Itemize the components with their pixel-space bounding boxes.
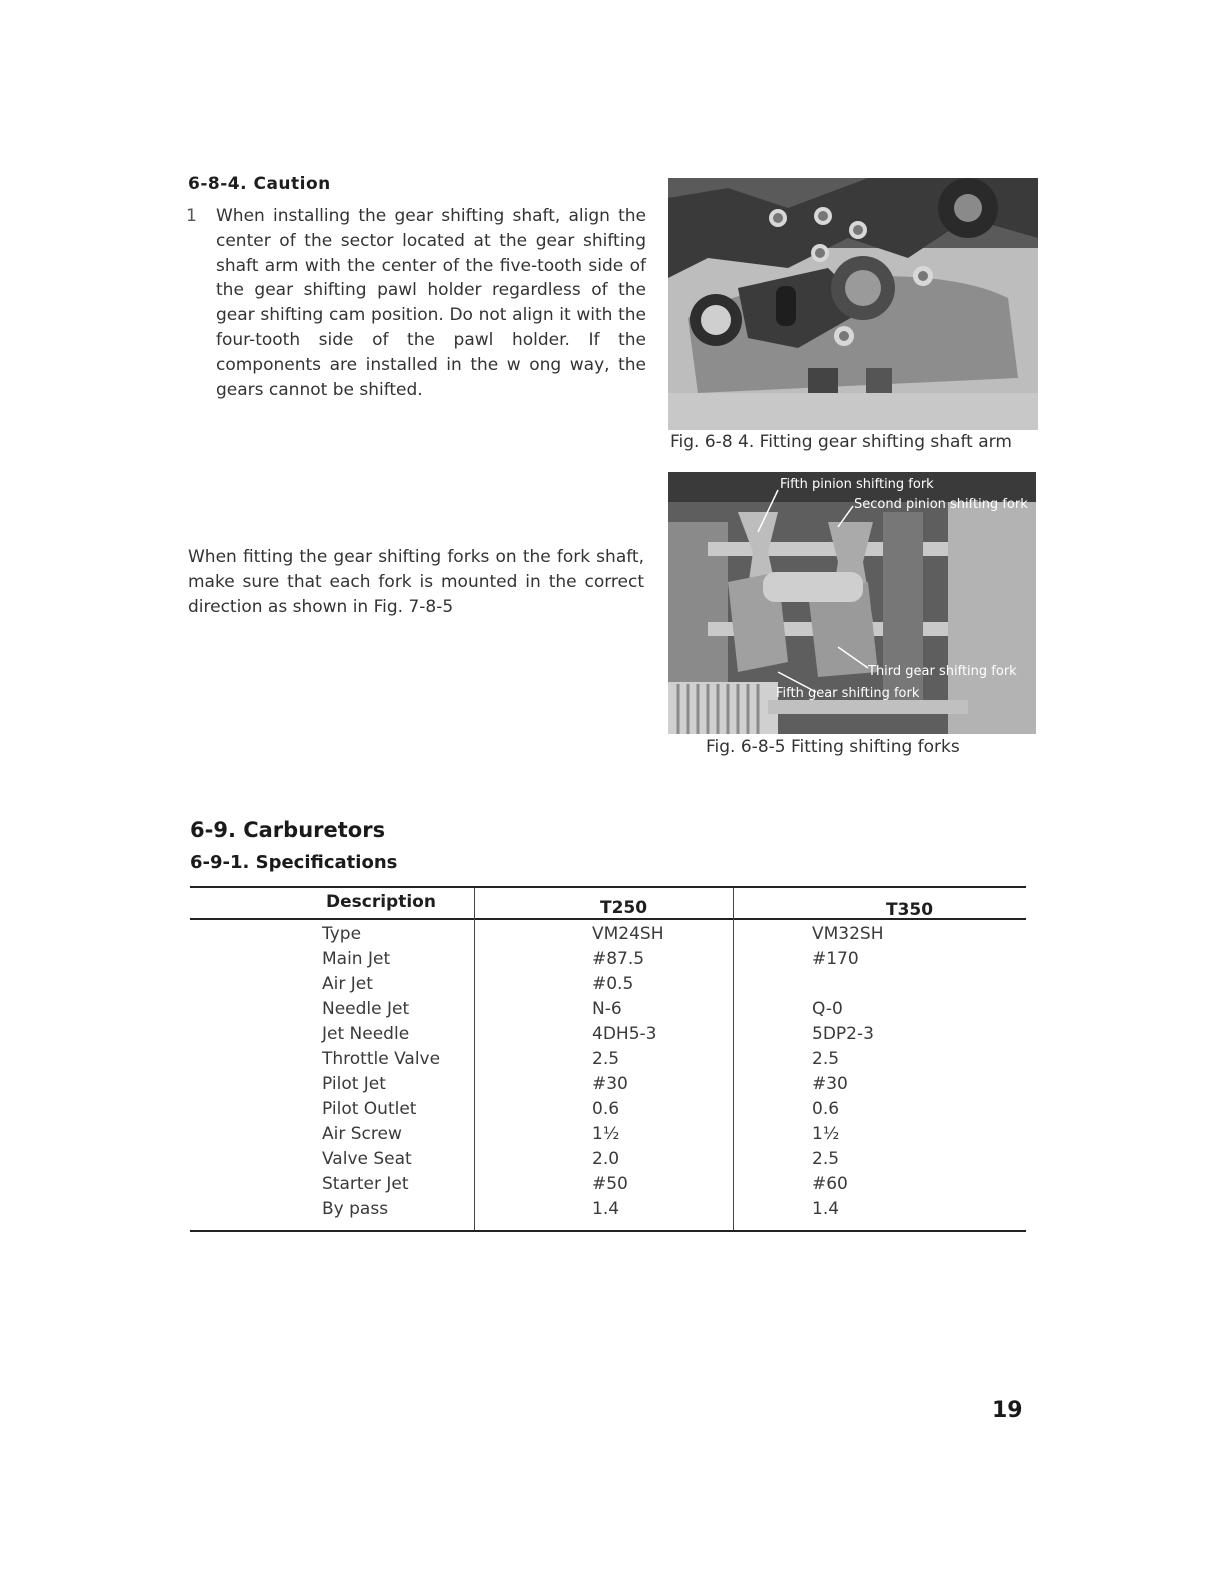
table-row	[190, 924, 1026, 949]
cell-description: Pilot Outlet	[322, 1099, 417, 1119]
cell-t250: #87.5	[592, 949, 645, 969]
cell-t350: 2.5	[812, 1049, 840, 1069]
label-fifth-gear-fork: Fifth gear shifting fork	[776, 686, 920, 701]
cell-t250: N-6	[592, 999, 622, 1019]
cell-description: By pass	[322, 1199, 389, 1219]
cell-t350: 2.5	[812, 1149, 840, 1169]
cell-t250: 1.4	[592, 1199, 620, 1219]
cell-description: Type	[322, 924, 362, 944]
specifications-table	[190, 886, 1026, 1242]
cell-t350: #30	[812, 1074, 848, 1094]
cell-description: Needle Jet	[322, 999, 410, 1019]
cell-t350: 5DP2-3	[812, 1024, 874, 1044]
label-fifth-pinion-fork: Fifth pinion shifting fork	[780, 477, 934, 492]
cell-t350: #60	[812, 1174, 848, 1194]
cell-t350: Q-0	[812, 999, 843, 1019]
table-row	[190, 999, 1026, 1024]
table-row	[190, 1099, 1026, 1124]
cell-t350: 0.6	[812, 1099, 840, 1119]
page-number: 19	[992, 1398, 1023, 1423]
cell-description: Valve Seat	[322, 1149, 412, 1169]
table-row	[190, 1149, 1026, 1174]
table-row	[190, 1024, 1026, 1049]
table-top-rule	[190, 886, 1026, 888]
cell-description: Throttle Valve	[322, 1049, 441, 1069]
table-row	[190, 1124, 1026, 1149]
cell-t250: 0.6	[592, 1099, 620, 1119]
caution-text: When installing the gear shifting shaft, align the center of the sector located at the gear shifting shaft arm with the center of the five-tooth side of the gear shifting pawl holder regardless of the gear shifting cam position. Do not align it with the four-tooth side of the pawl holder. If the components are installed in the w ong way, the gears cannot be shifted.	[216, 206, 646, 400]
cell-t250: 2.5	[592, 1049, 620, 1069]
cell-t250: VM24SH	[592, 924, 664, 944]
table-row	[190, 1049, 1026, 1074]
cell-t350: 1.4	[812, 1199, 840, 1219]
header-description: Description	[326, 892, 436, 912]
cell-t250: 4DH5-3	[592, 1024, 657, 1044]
cell-t250: 2.0	[592, 1149, 620, 1169]
header-t250: T250	[600, 898, 648, 918]
figure-caption-6-8-5: Fig. 6-8-5 Fitting shifting forks	[706, 737, 960, 757]
table-bottom-rule	[190, 1230, 1026, 1232]
label-third-gear-fork: Third gear shifting fork	[868, 664, 1017, 679]
table-row	[190, 1074, 1026, 1099]
cell-description: Air Screw	[322, 1124, 402, 1144]
figure-fitting-shifting-forks	[668, 472, 1036, 734]
cell-t350: VM32SH	[812, 924, 884, 944]
table-row	[190, 1174, 1026, 1199]
cell-description: Main Jet	[322, 949, 391, 969]
figure-gear-shifting-shaft-arm	[668, 178, 1038, 430]
cell-description: Pilot Jet	[322, 1074, 386, 1094]
cell-description: Air Jet	[322, 974, 373, 994]
table-row	[190, 974, 1026, 999]
cell-t250: #0.5	[592, 974, 634, 994]
cell-t350: 1½	[812, 1124, 840, 1144]
header-t350: T350	[886, 900, 934, 920]
caution-item-number: 1	[186, 206, 197, 226]
table-row	[190, 949, 1026, 974]
table-row	[190, 1199, 1026, 1224]
fork-note-text: When fitting the gear shifting forks on the fork shaft, make sure that each fork is mounted in the correct direction as shown in Fig. 7-8-5	[188, 547, 644, 617]
subsection-title: 6-9-1. Specifications	[190, 852, 398, 873]
figure-caption-6-8-4: Fig. 6-8 4. Fitting gear shifting shaft arm	[670, 432, 1012, 452]
label-second-pinion-fork: Second pinion shifting fork	[854, 497, 1028, 512]
cell-t350: #170	[812, 949, 859, 969]
cell-description: Starter Jet	[322, 1174, 409, 1194]
caution-heading: 6-8-4. Caution	[188, 174, 331, 194]
cell-description: Jet Needle	[322, 1024, 410, 1044]
shifting-forks-photo-illustration	[668, 472, 1036, 734]
cell-t250: 1½	[592, 1124, 620, 1144]
section-title: 6-9. Carburetors	[190, 818, 386, 842]
gear-shaft-photo-illustration	[668, 178, 1038, 430]
cell-t250: #50	[592, 1174, 628, 1194]
cell-t250: #30	[592, 1074, 628, 1094]
